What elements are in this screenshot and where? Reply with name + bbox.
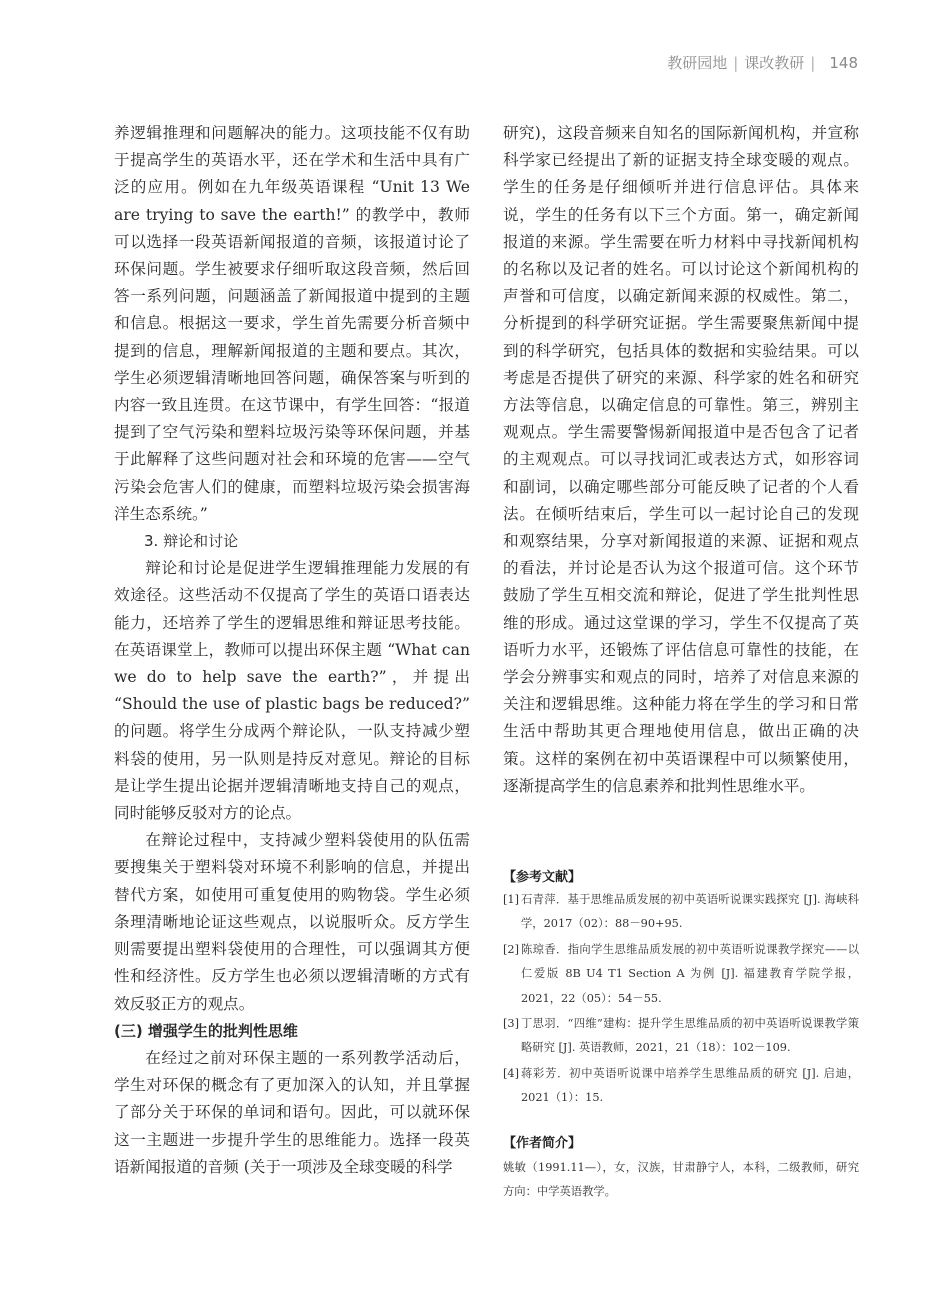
section-heading-debate: 3. 辩论和讨论 — [144, 532, 239, 551]
references-title: 【参考文献】 — [503, 870, 582, 885]
author-bio: 姚敏（1991.11—），女，汉族，甘肃静宁人，本科，二级教师，研究方向：中学英语教学。 — [503, 1161, 859, 1199]
section-heading-critical-thinking: (三) 增强学生的批判性思维 — [114, 1021, 298, 1040]
reference-text: 蒋彩芳．初中英语听说课中培养学生思维品质的研究 [J]. 启迪，2021（1）：15. — [521, 1066, 859, 1105]
right-column — [503, 120, 859, 800]
page-number: 148 — [829, 54, 858, 72]
reference-item — [503, 1062, 859, 1111]
reference-item — [503, 1012, 859, 1061]
author-title: 【作者简介】 — [503, 1136, 582, 1151]
reference-text: 陈琼香．指向学生思维品质发展的初中英语听说课教学探究——以仁爱版 8B U4 T1 Section A 为例 [J]. 福建教育学院学报，2021，22（05）：54－55. — [521, 942, 859, 1005]
right-paragraph-1: 研究)，这段音频来自知名的国际新闻机构，并宣称科学家已经提出了新的证据支持全球变暖的观点。学生的任务是仔细倾听并进行信息评估。具体来说，学生的任务有以下三个方面。第一，确定新闻报道的来源。学生需要在听力材料中寻找新闻机构的名称以及记者的姓名。可以讨论这个新闻机构的声誉和可信度，以确定新闻来源的权威性。第二，分析提到的科学研究证据。学生需要聚焦新闻中提到的科学研究，包括具体的数据和实验结果。可以考虑是否提供了研究的来源、科学家的姓名和研究方法等信息，以确定信息的可靠性。第三，辨别主观观点。学生需要警惕新闻报道中是否包含了记者的主观观点。可以寻找词汇或表达方式，如形容词和副词，以确定哪些部分可能反映了记者的个人看法。在倾听结束后，学生可以一起讨论自己的发现和观察结果，分享对新闻报道的来源、证据和观点的看法，并讨论是否认为这个报道可信。这个环节鼓励了学生互相交流和辩论，促进了学生批判性思维的形成。通过这堂课的学习，学生不仅提高了英语听力水平，还锻炼了评估信息可靠性的技能，在学会分辨事实和观点的同时，培养了对信息来源的关注和逻辑思维。这种能力将在学生的学习和日常生活中帮助其更合理地使用信息，做出正确的决策。这样的案例在初中英语课程中可以频繁使用，逐渐提高学生的信息素养和批判性思维水平。 — [503, 124, 859, 795]
header-subsection: 课改教研 — [744, 54, 805, 72]
reference-item — [503, 938, 859, 1011]
reference-number: [1] — [503, 893, 520, 906]
reference-text: 丁思羽．“四维”建构：提升学生思维品质的初中英语听说课教学策略研究 [J]. 英语教师，2021，21（18）：102－109. — [521, 1017, 859, 1055]
reference-number: [2] — [503, 942, 520, 956]
running-header — [667, 52, 858, 73]
left-paragraph-2: 辩论和讨论是促进学生逻辑推理能力发展的有效途径。这些活动不仅提高了学生的英语口语表达能力，还培养了学生的逻辑思维和辩证思考技能。在英语课堂上，教师可以提出环保主题 “What can we do to help save the earth?”，并提出 “Should the use of plastic bags be reduced?” 的问题。将学生分成两个辩论队，一队支持减少塑料袋的使用，另一队则是持反对意见。辩论的目标是让学生提出论据并逻辑清晰地支持自己的观点，同时能够反驳对方的论点。 — [114, 559, 470, 823]
references-list — [503, 888, 859, 1112]
header-section: 教研园地 — [667, 54, 728, 72]
reference-text: 石青萍．基于思维品质发展的初中英语听说课实践探究 [J]. 海峡科学，2017（02）：88－90+95. — [521, 893, 859, 931]
left-paragraph-1: 养逻辑推理和问题解决的能力。这项技能不仅有助于提高学生的英语水平，还在学术和生活中具有广泛的应用。例如在九年级英语课程 “Unit 13 We are trying to save the earth!” 的教学中，教师可以选择一段英语新闻报道的音频，该报道讨论了环保问题。学生被要求仔细听取这段音频，然后回答一系列问题，问题涵盖了新闻报道中提到的主题和信息。根据这一要求，学生首先需要分析音频中提到的信息，理解新闻报道的主题和要点。其次，学生必须逻辑清晰地回答问题，确保答案与听到的内容一致且连贯。在这节课中，有学生回答：“报道提到了空气污染和塑料垃圾污染等环保问题，并基于此解释了这些问题对社会和环境的危害——空气污染会危害人们的健康，而塑料垃圾污染会损害海洋生态系统。” — [114, 124, 470, 523]
header-separator-2: | — [810, 54, 816, 72]
left-paragraph-3: 在辩论过程中，支持减少塑料袋使用的队伍需要搜集关于塑料袋对环境不利影响的信息，并提出替代方案，如使用可重复使用的购物袋。学生必须条理清晰地论证这些观点，以说服听众。反方学生则需要提出塑料袋使用的合理性，可以强调其方便性和经济性。反方学生也必须以逻辑清晰的方式有效反驳正方的观点。 — [114, 831, 470, 1013]
left-column — [114, 120, 470, 1181]
header-separator: | — [733, 54, 739, 72]
reference-number: [3] — [503, 1017, 520, 1031]
reference-number: [4] — [503, 1066, 520, 1080]
reference-item — [503, 888, 859, 937]
left-paragraph-4: 在经过之前对环保主题的一系列教学活动后，学生对环保的概念有了更加深入的认知，并且掌握了部分关于环保的单词和语句。因此，可以就环保这一主题进一步提升学生的思维能力。选择一段英语新闻报道的音频 (关于一项涉及全球变暖的科学 — [114, 1048, 470, 1176]
